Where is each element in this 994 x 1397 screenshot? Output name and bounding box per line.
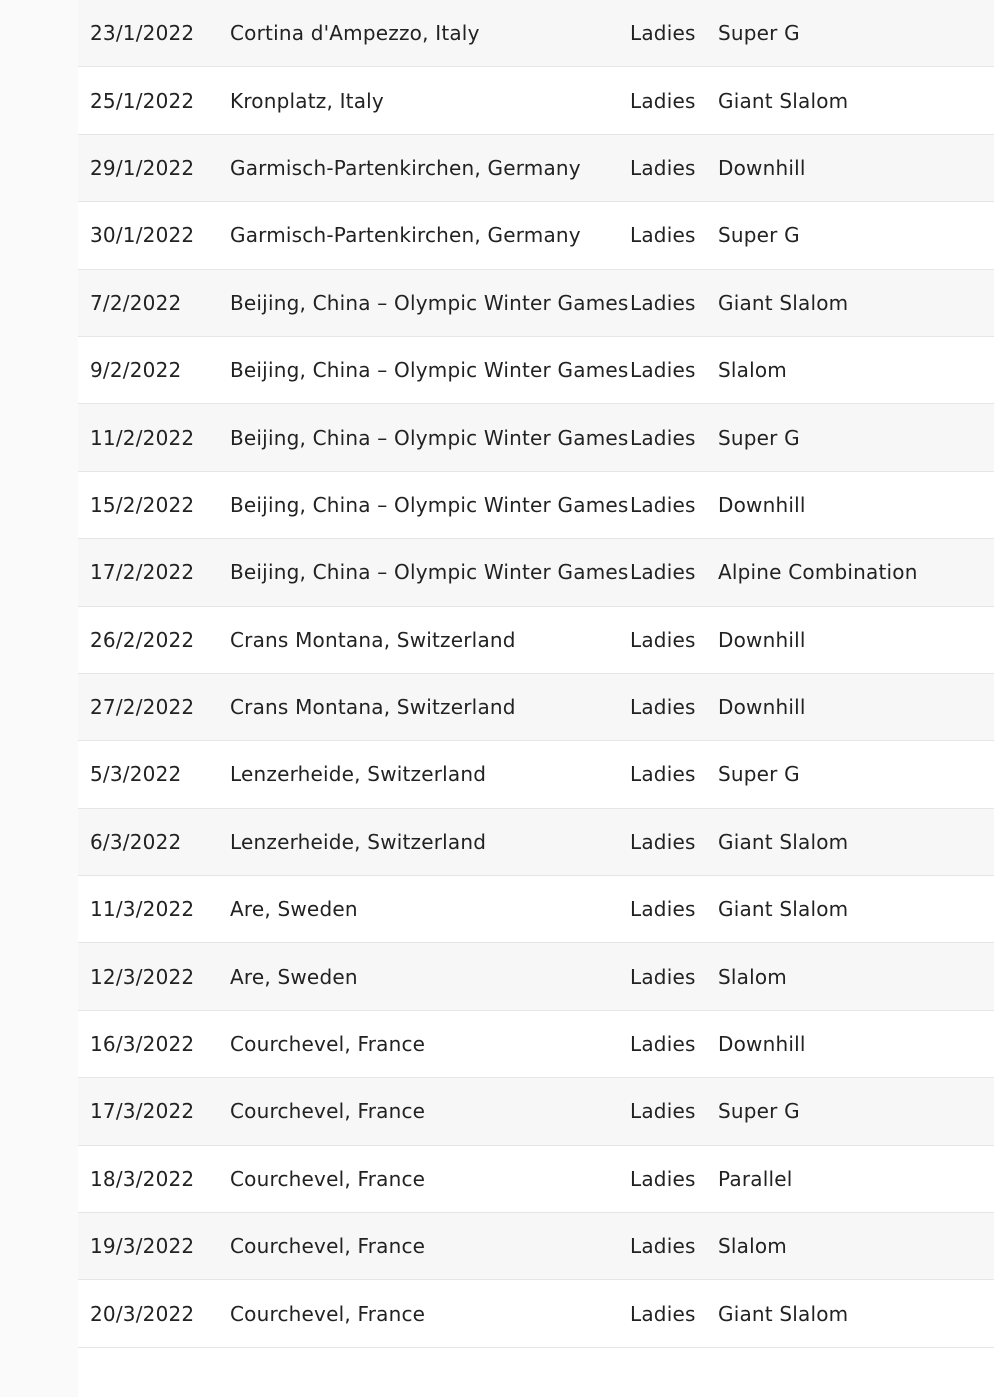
race-category: Ladies — [630, 627, 696, 652]
race-date: 23/1/2022 — [90, 21, 195, 46]
race-date: 15/2/2022 — [90, 492, 195, 517]
race-venue: Are, Sweden — [230, 897, 358, 922]
race-category: Ladies — [630, 695, 696, 720]
race-discipline: Parallel — [718, 1166, 793, 1191]
race-date: 5/3/2022 — [90, 762, 182, 787]
race-venue: Courchevel, France — [230, 1301, 426, 1326]
race-venue: Courchevel, France — [230, 1166, 426, 1191]
race-venue: Beijing, China – Olympic Winter Games — [230, 358, 629, 383]
race-category: Ladies — [630, 492, 696, 517]
race-venue: Lenzerheide, Switzerland — [230, 829, 487, 854]
race-date: 7/2/2022 — [90, 290, 182, 315]
race-category: Ladies — [630, 1099, 696, 1124]
table-row — [78, 674, 994, 741]
race-date: 17/2/2022 — [90, 560, 195, 585]
race-date: 26/2/2022 — [90, 627, 195, 652]
table-row — [78, 876, 994, 943]
race-discipline: Downhill — [718, 1032, 806, 1057]
table-row — [78, 809, 994, 876]
table-row — [78, 472, 994, 539]
race-venue: Beijing, China – Olympic Winter Games — [230, 492, 629, 517]
table-row — [78, 607, 994, 674]
race-discipline: Downhill — [718, 627, 806, 652]
race-venue: Garmisch-Partenkirchen, Germany — [230, 223, 581, 248]
race-venue: Courchevel, France — [230, 1234, 426, 1259]
race-discipline: Giant Slalom — [718, 897, 849, 922]
race-discipline: Giant Slalom — [718, 829, 849, 854]
race-date: 30/1/2022 — [90, 223, 195, 248]
table-row — [78, 1078, 994, 1145]
race-venue: Courchevel, France — [230, 1032, 426, 1057]
race-venue: Lenzerheide, Switzerland — [230, 762, 487, 787]
race-date: 9/2/2022 — [90, 358, 182, 383]
race-venue: Beijing, China – Olympic Winter Games — [230, 560, 629, 585]
race-venue: Kronplatz, Italy — [230, 88, 384, 113]
race-category: Ladies — [630, 1166, 696, 1191]
table-row — [78, 67, 994, 134]
table-row — [78, 337, 994, 404]
race-venue: Beijing, China – Olympic Winter Games — [230, 425, 629, 450]
race-category: Ladies — [630, 964, 696, 989]
table-row — [78, 270, 994, 337]
race-discipline: Super G — [718, 223, 800, 248]
race-discipline: Slalom — [718, 358, 787, 383]
race-category: Ladies — [630, 21, 696, 46]
race-category: Ladies — [630, 897, 696, 922]
race-category: Ladies — [630, 223, 696, 248]
race-date: 16/3/2022 — [90, 1032, 195, 1057]
race-date: 20/3/2022 — [90, 1301, 195, 1326]
table-row — [78, 0, 994, 67]
race-date: 18/3/2022 — [90, 1166, 195, 1191]
table-row — [78, 1213, 994, 1280]
race-discipline: Super G — [718, 1099, 800, 1124]
race-date: 11/2/2022 — [90, 425, 195, 450]
race-date: 25/1/2022 — [90, 88, 195, 113]
race-discipline: Giant Slalom — [718, 290, 849, 315]
race-venue: Crans Montana, Switzerland — [230, 627, 516, 652]
table-row — [78, 404, 994, 471]
race-discipline: Downhill — [718, 155, 806, 180]
race-venue: Crans Montana, Switzerland — [230, 695, 516, 720]
race-category: Ladies — [630, 1032, 696, 1057]
race-date: 12/3/2022 — [90, 964, 195, 989]
race-discipline: Super G — [718, 21, 800, 46]
race-discipline: Slalom — [718, 1234, 787, 1259]
race-discipline: Slalom — [718, 964, 787, 989]
race-discipline: Giant Slalom — [718, 1301, 849, 1326]
race-category: Ladies — [630, 88, 696, 113]
table-row — [78, 539, 994, 606]
table-row — [78, 943, 994, 1010]
race-date: 19/3/2022 — [90, 1234, 195, 1259]
table-row — [78, 202, 994, 269]
left-gutter — [0, 0, 78, 1397]
race-category: Ladies — [630, 155, 696, 180]
race-category: Ladies — [630, 358, 696, 383]
race-discipline: Giant Slalom — [718, 88, 849, 113]
race-category: Ladies — [630, 560, 696, 585]
race-discipline: Super G — [718, 425, 800, 450]
race-category: Ladies — [630, 1234, 696, 1259]
race-venue: Courchevel, France — [230, 1099, 426, 1124]
table-row — [78, 135, 994, 202]
race-category: Ladies — [630, 425, 696, 450]
table-row — [78, 741, 994, 808]
race-venue: Beijing, China – Olympic Winter Games — [230, 290, 629, 315]
table-row — [78, 1011, 994, 1078]
race-category: Ladies — [630, 1301, 696, 1326]
table-row — [78, 1280, 994, 1347]
race-date: 17/3/2022 — [90, 1099, 195, 1124]
race-date: 11/3/2022 — [90, 897, 195, 922]
race-category: Ladies — [630, 829, 696, 854]
race-discipline: Downhill — [718, 492, 806, 517]
race-schedule-table — [78, 0, 994, 1348]
race-date: 27/2/2022 — [90, 695, 195, 720]
race-discipline: Super G — [718, 762, 800, 787]
race-discipline: Downhill — [718, 695, 806, 720]
race-venue: Garmisch-Partenkirchen, Germany — [230, 155, 581, 180]
race-category: Ladies — [630, 290, 696, 315]
race-venue: Are, Sweden — [230, 964, 358, 989]
race-date: 6/3/2022 — [90, 829, 182, 854]
race-discipline: Alpine Combination — [718, 560, 918, 585]
table-row — [78, 1146, 994, 1213]
race-date: 29/1/2022 — [90, 155, 195, 180]
race-venue: Cortina d'Ampezzo, Italy — [230, 21, 480, 46]
race-category: Ladies — [630, 762, 696, 787]
